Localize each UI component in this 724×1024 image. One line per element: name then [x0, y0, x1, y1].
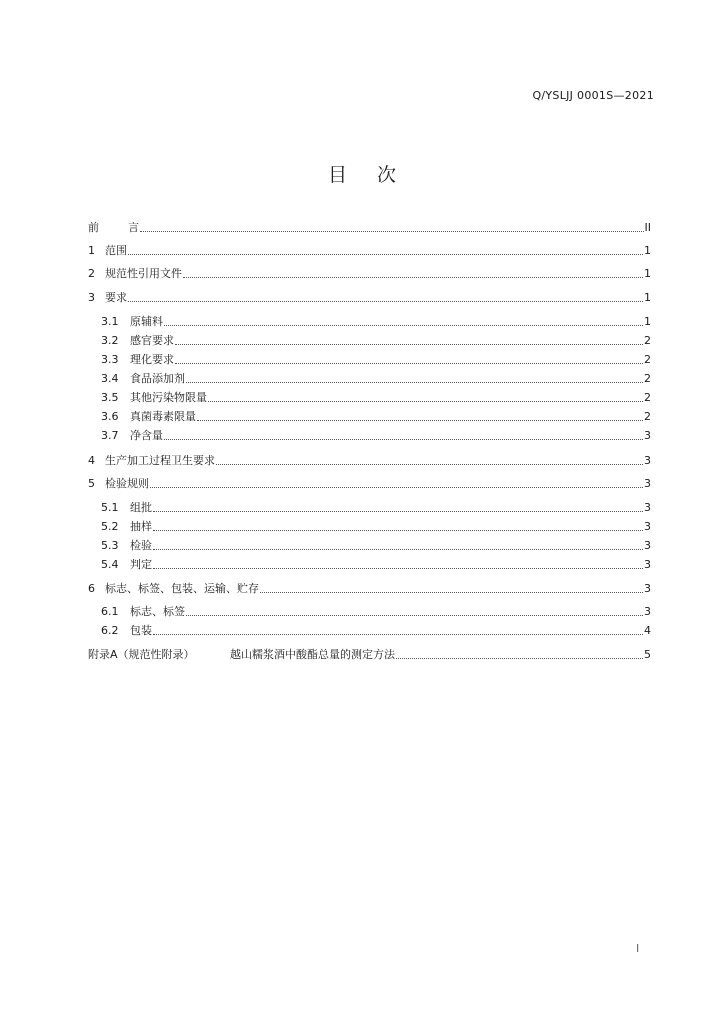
toc-entry-number: 3.4 — [101, 372, 119, 385]
toc-entry[interactable] — [101, 537, 651, 553]
toc-entry-label: 标志、标签 — [130, 605, 185, 618]
toc-entry-number: 5.2 — [101, 520, 119, 533]
toc-entry-label: 要求 — [105, 291, 127, 304]
toc-entry-label: 组批 — [130, 501, 152, 514]
toc-entry[interactable] — [101, 408, 651, 424]
toc-entry-number: 3.1 — [101, 315, 119, 328]
dot-leader — [153, 529, 643, 531]
toc-entry-page: 5 — [644, 648, 651, 661]
toc-entry-number: 3 — [88, 291, 95, 304]
toc-entry[interactable] — [101, 389, 651, 405]
toc-entry-label: 生产加工过程卫生要求 — [105, 454, 215, 467]
toc-entry-page: 1 — [644, 267, 651, 280]
dot-leader — [128, 253, 643, 255]
toc-entry-label: 其他污染物限量 — [130, 391, 207, 404]
toc-entry-number: 5.4 — [101, 558, 119, 571]
toc-entry-number: 6.2 — [101, 624, 119, 637]
dot-leader — [128, 300, 643, 302]
toc-entry-label: 净含量 — [130, 429, 163, 442]
toc-entry[interactable] — [88, 265, 651, 281]
toc-entry-label: 范围 — [105, 244, 127, 257]
toc-entry-page: II — [644, 221, 651, 234]
toc-entry[interactable] — [101, 370, 651, 386]
toc-entry-page: 1 — [644, 315, 651, 328]
toc-entry[interactable] — [88, 646, 651, 662]
dot-leader — [164, 438, 643, 440]
toc-entry[interactable] — [101, 499, 651, 515]
toc-entry-number: 3.6 — [101, 410, 119, 423]
toc-entry-number: 3.3 — [101, 353, 119, 366]
toc-entry[interactable] — [101, 332, 651, 348]
dot-leader — [208, 400, 643, 402]
toc-entry-page: 2 — [644, 372, 651, 385]
dot-leader — [150, 486, 643, 488]
page-title: 目次 — [327, 164, 426, 186]
toc-entry-page: 3 — [644, 429, 651, 442]
toc-entry-number: 5 — [88, 477, 95, 490]
toc-entry[interactable] — [88, 580, 651, 596]
toc-entry-page: 3 — [644, 539, 651, 552]
dot-leader — [175, 362, 643, 364]
toc-entry-page: 2 — [644, 334, 651, 347]
toc-entry-label: 抽样 — [130, 520, 152, 533]
toc-entry-label: 越山糯浆酒中酸酯总量的测定方法 — [230, 648, 395, 661]
dot-leader — [153, 567, 643, 569]
toc-entry-number: 6 — [88, 582, 95, 595]
dot-leader — [153, 548, 643, 550]
toc-entry-page: 3 — [644, 454, 651, 467]
toc-entry[interactable] — [101, 622, 651, 638]
toc-entry-page: 3 — [644, 501, 651, 514]
toc-entry-number: 3.7 — [101, 429, 119, 442]
toc-entry-label: 判定 — [130, 558, 152, 571]
toc-entry-page: 3 — [644, 520, 651, 533]
toc-entry[interactable] — [88, 452, 651, 468]
dot-leader — [164, 324, 643, 326]
toc-entry[interactable] — [101, 313, 651, 329]
toc-entry-page: 3 — [644, 477, 651, 490]
dot-leader — [175, 343, 643, 345]
toc-entry-page: 2 — [644, 353, 651, 366]
dot-leader — [183, 276, 643, 278]
toc-entry[interactable] — [101, 351, 651, 367]
toc-entry-number: 3.5 — [101, 391, 119, 404]
toc-entry[interactable] — [88, 219, 651, 235]
dot-leader — [197, 419, 643, 421]
toc-entry-label: 标志、标签、包装、运输、贮存 — [105, 582, 259, 595]
dot-leader — [260, 591, 643, 593]
toc-entry-label: 真菌毒素限量 — [130, 410, 196, 423]
dot-leader — [153, 633, 643, 635]
toc-entry-page: 2 — [644, 391, 651, 404]
toc-entry-number: 1 — [88, 244, 95, 257]
standard-code: Q/YSLJJ 0001S—2021 — [532, 89, 654, 102]
toc-entry-number: 前 — [88, 221, 99, 234]
toc-entry-label: 言 — [128, 221, 139, 234]
toc-entry[interactable] — [101, 518, 651, 534]
toc-entry-label: 理化要求 — [130, 353, 174, 366]
toc-entry-label: 检验 — [130, 539, 152, 552]
toc-entry-number: 5.3 — [101, 539, 119, 552]
toc-entry-label: 检验规则 — [105, 477, 149, 490]
toc-entry-number: 3.2 — [101, 334, 119, 347]
toc-entry-page: 3 — [644, 582, 651, 595]
toc-entry-number: 5.1 — [101, 501, 119, 514]
toc-entry[interactable] — [88, 242, 651, 258]
toc-entry-number: 2 — [88, 267, 95, 280]
toc-entry-label: 感官要求 — [130, 334, 174, 347]
toc-entry-number: 附录A（规范性附录） — [88, 648, 195, 661]
toc-entry-label: 原辅料 — [130, 315, 163, 328]
dot-leader — [186, 381, 643, 383]
toc-entry-number: 6.1 — [101, 605, 119, 618]
toc-entry[interactable] — [88, 289, 651, 305]
toc-entry-page: 2 — [644, 410, 651, 423]
page-number: I — [636, 942, 640, 955]
toc-entry-label: 食品添加剂 — [130, 372, 185, 385]
toc-entry[interactable] — [101, 427, 651, 443]
toc-entry[interactable] — [88, 475, 651, 491]
dot-leader — [216, 463, 643, 465]
toc-entry-page: 3 — [644, 605, 651, 618]
toc-entry-number: 4 — [88, 454, 95, 467]
toc-entry-page: 4 — [644, 624, 651, 637]
toc-entry-label: 包装 — [130, 624, 152, 637]
dot-leader — [396, 657, 643, 659]
dot-leader — [153, 510, 643, 512]
toc-entry-page: 1 — [644, 244, 651, 257]
dot-leader — [140, 230, 644, 232]
toc-entry[interactable] — [101, 603, 651, 619]
toc-entry-page: 1 — [644, 291, 651, 304]
toc-entry-label: 规范性引用文件 — [105, 267, 182, 280]
dot-leader — [186, 614, 643, 616]
toc-entry-page: 3 — [644, 558, 651, 571]
toc-entry[interactable] — [101, 556, 651, 572]
